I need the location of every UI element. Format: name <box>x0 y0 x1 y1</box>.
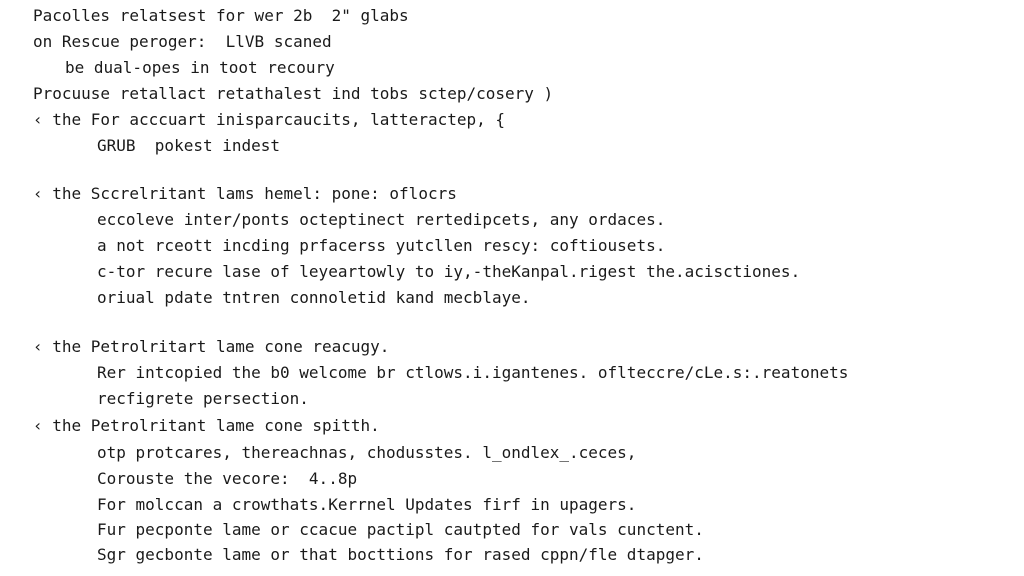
terminal-line: ‹ the Petrolritart lame cone reacugy. <box>33 337 390 356</box>
terminal-line: c-tor recure lase of leyeartowly to iy,-theKanpal.rigest the.acisctiones. <box>97 262 801 281</box>
terminal-line: Procuuse retallact retathalest ind tobs sctep/cosery ) <box>33 84 554 103</box>
terminal-line: eccoleve inter/ponts octeptinect rertedipcets, any ordaces. <box>97 210 666 229</box>
terminal-line: oriual pdate tntren connoletid kand mecblaye. <box>97 288 531 307</box>
terminal-line: For molccan a crowthats.Kerrnel Updates firf in upagers. <box>97 495 637 514</box>
terminal-line: a not rceott incding prfacerss yutcllen rescy: coftiousets. <box>97 236 666 255</box>
terminal-line: on Rescue peroger: LlVB scaned <box>33 32 332 51</box>
terminal-line: ‹ the Sccrelritant lams hemel: pone: oflocrs <box>33 184 457 203</box>
terminal-line: otp protcares, thereachnas, chodusstes. l_ondlex_.ceces, <box>97 443 637 462</box>
terminal-line: Rer intcopied the b0 welcome br ctlows.i.igantenes. oflteccre/cLe.s:.reatonets <box>97 363 849 382</box>
terminal-line: Pacolles relatsest for wer 2b 2" glabs <box>33 6 409 25</box>
terminal-line: GRUB pokest indest <box>97 136 281 155</box>
terminal-line: Fur pecponte lame or ccacue pactipl cautpted for vals cunctent. <box>97 520 704 539</box>
terminal-line: ‹ the Petrolritant lame cone spitth. <box>33 416 380 435</box>
terminal-line: Corouste the vecore: 4..8p <box>97 469 358 488</box>
terminal-line: recfigrete persection. <box>97 389 309 408</box>
terminal-line: ‹ the For acccuart inisparcaucits, latteractep, { <box>33 110 506 129</box>
terminal-line: be dual-opes in toot recoury <box>65 58 335 77</box>
terminal-line: Sgr gecbonte lame or that bocttions for rased cppn/fle dtapger. <box>97 545 704 564</box>
